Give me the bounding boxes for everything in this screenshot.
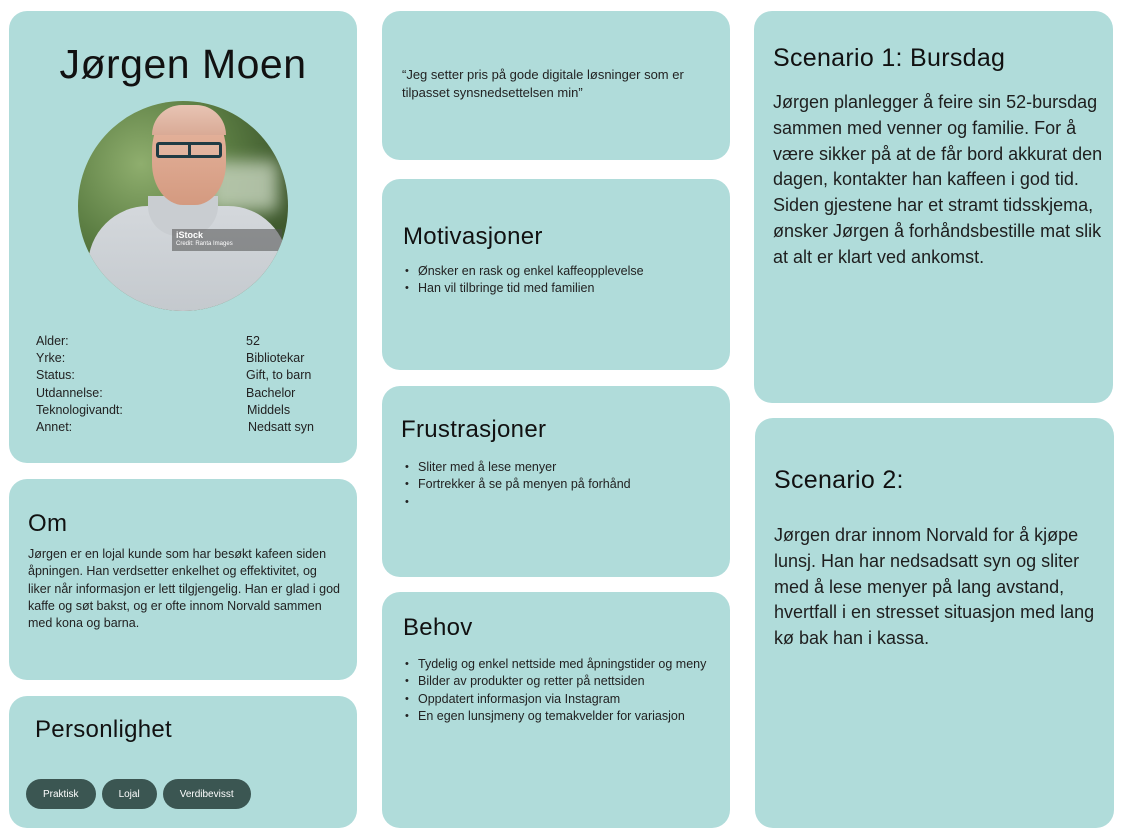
watermark-brand: iStock <box>176 230 204 240</box>
info-row-status <box>36 367 336 384</box>
info-value: Middels <box>247 402 291 417</box>
info-value: Nedsatt syn <box>248 420 315 435</box>
info-label: Utdannelse: <box>36 385 103 400</box>
frustrations-card <box>382 386 730 577</box>
persona-info-table <box>36 333 336 436</box>
list-item: • Tydelig og enkel nettside med åpningstider og meny <box>405 656 715 673</box>
trait-pill-lojal: Lojal <box>102 779 157 809</box>
info-label: Alder: <box>36 334 69 348</box>
scenario-2-text: Jørgen drar innom Norvald for å kjøpe lunsj. Han har nedsadsatt syn og sliter med å lese menyer på lang avstand, hvertfall i en stresset situasjon med lang kø bak han i kassa. <box>774 525 1095 649</box>
personality-card <box>9 696 357 828</box>
scenario-1-card <box>754 11 1113 403</box>
motivations-list <box>405 263 715 298</box>
info-value: Bachelor <box>246 385 296 400</box>
trait-pill-praktisk: Praktisk <box>26 779 96 809</box>
personality-traits <box>26 779 251 809</box>
list-item: • En egen lunsjmeny og temakvelder for variasjon <box>405 708 715 725</box>
list-item-empty <box>405 494 715 511</box>
photo-glasses <box>156 142 222 158</box>
photo-hair <box>152 105 226 135</box>
info-label: Yrke: <box>36 351 66 366</box>
info-value: 52 <box>246 334 260 348</box>
motivations-title: Motivasjoner <box>403 223 543 250</box>
photo-watermark <box>172 229 282 251</box>
list-item: • Sliter med å lese menyer <box>405 459 715 476</box>
frustrations-title: Frustrasjoner <box>401 416 547 443</box>
persona-quote: “Jeg setter pris på gode digitale løsninger som er tilpasset synsnedsettelsen min” <box>402 67 684 100</box>
needs-title: Behov <box>403 614 473 641</box>
about-card <box>9 479 357 680</box>
list-item: • Bilder av produkter og retter på nettsiden <box>405 673 715 690</box>
info-label: Teknologivandt: <box>36 402 123 417</box>
about-text: Jørgen er en lojal kunde som har besøkt kafeen siden åpningen. Han verdsetter enkelhet og effektivitet, og liker når informasjon er lett tilgjengelig. Han er glad i god kaffe og søt bakst, og er ofte innom Norvald sammen med kona og barna. <box>28 547 340 631</box>
scenario-2-title: Scenario 2: <box>774 466 904 494</box>
scenario-2-card <box>755 418 1114 828</box>
needs-card <box>382 592 730 828</box>
profile-card <box>9 11 357 463</box>
info-label: Annet: <box>36 420 73 435</box>
info-row-tech-savvy <box>36 402 336 419</box>
about-title: Om <box>28 510 68 537</box>
info-value: Gift, to barn <box>246 368 312 383</box>
trait-pill-verdibevisst: Verdibevisst <box>163 779 251 809</box>
info-row-education <box>36 385 336 402</box>
persona-photo <box>78 101 288 311</box>
list-item: • Ønsker en rask og enkel kaffeopplevelse <box>405 263 715 280</box>
list-item: • Han vil tilbringe tid med familien <box>405 280 715 297</box>
info-label: Status: <box>36 368 75 383</box>
motivations-card <box>382 179 730 370</box>
persona-name: Jørgen Moen <box>59 41 307 87</box>
quote-card <box>382 11 730 160</box>
personality-title: Personlighet <box>35 716 173 743</box>
info-row-age <box>36 333 336 350</box>
watermark-credit: Credit: Ranta Images <box>176 241 233 247</box>
info-row-other <box>36 419 336 436</box>
scenario-1-title: Scenario 1: Bursdag <box>773 44 1006 72</box>
needs-list <box>405 656 715 725</box>
list-item: • Fortrekker å se på menyen på forhånd <box>405 476 715 493</box>
info-row-occupation <box>36 350 336 367</box>
list-item: • Oppdatert informasjon via Instagram <box>405 691 715 708</box>
scenario-1-text: Jørgen planlegger å feire sin 52-bursdag sammen med venner og familie. For å være sikker på at de får bord akkurat den dagen, kontakter han kaffeen i god tid. Siden gjestene har et stramt tidsskjema, ønsker Jørgen å forhåndsbestille mat slik at alt er klart ved ankomst. <box>773 92 1103 267</box>
frustrations-list <box>405 459 715 511</box>
info-value: Bibliotekar <box>246 351 305 366</box>
